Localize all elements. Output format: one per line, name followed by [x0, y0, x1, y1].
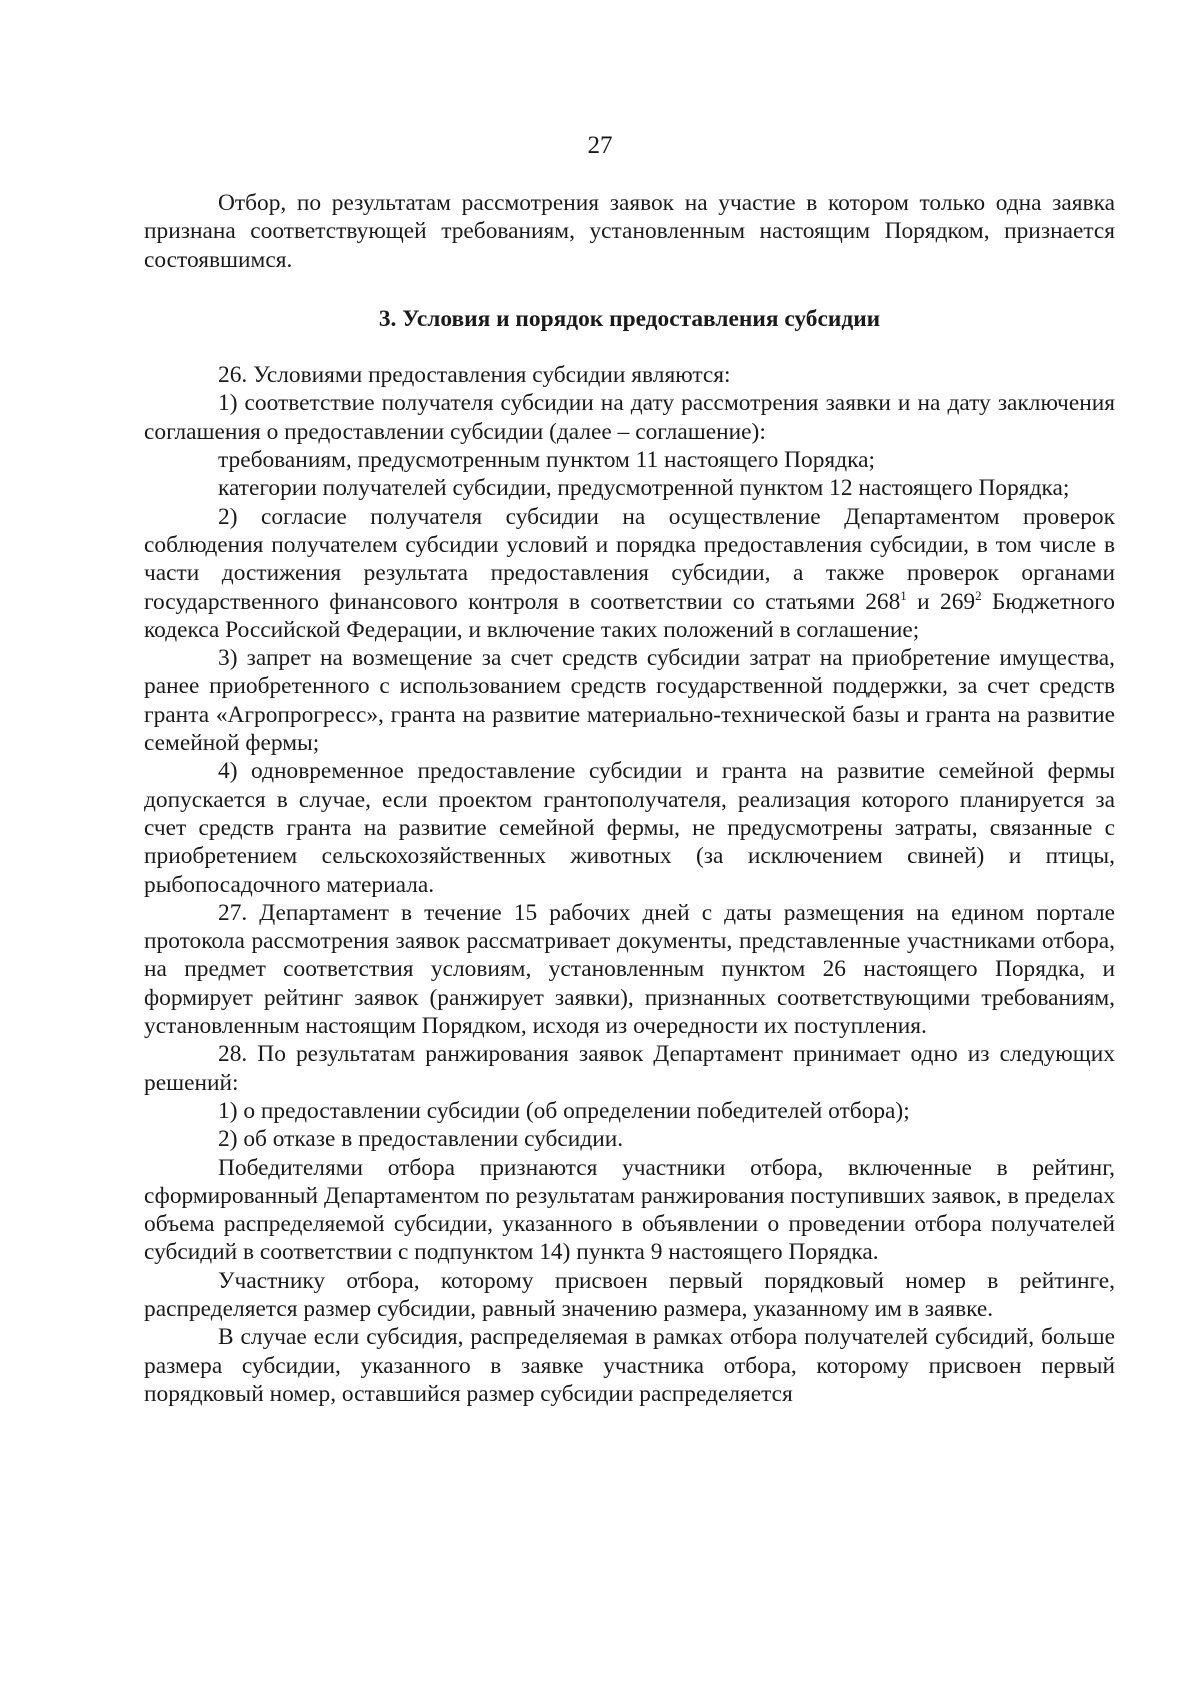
- paragraph: Победителями отбора признаются участники отбора, включенные в рейтинг, сформированный Департаментом по результатам ранжирования поступивших заявок, в пределах объема распределяемой субсидии, указанного в объявлении о проведении отбора получателей субсидий в соответствии с подпунктом 14) пункта 9 настоящего Порядка.: [144, 1154, 1115, 1266]
- paragraph: требованиям, предусмотренным пунктом 11 настоящего Порядка;: [218, 447, 875, 474]
- paragraph: 1) о предоставлении субсидии (об определении победителей отбора);: [218, 1097, 910, 1124]
- paragraph-text: и 269: [906, 588, 976, 615]
- paragraph: [144, 503, 1115, 644]
- paragraph: категории получателей субсидии, предусмотренной пунктом 12 настоящего Порядка;: [218, 475, 1070, 502]
- paragraph: 4) одновременное предоставление субсидии и гранта на развитие семейной фермы допускается в случае, если проектом грантополучателя, реализация которого планируется за счет средств гранта на развитие семейной фермы, не предусмотрены затраты, связанные с приобретением сельскохозяйственных животных (за исключением свиней) и птицы, рыбопосадочного материала.: [144, 758, 1115, 898]
- paragraph: 27. Департамент в течение 15 рабочих дней с даты размещения на едином портале протокола рассмотрения заявок рассматривает документы, представленные участниками отбора, на предмет соответствия условиям, установленным пунктом 26 настоящего Порядка, и формирует рейтинг заявок (ранжирует заявки), признанных соответствующими требованиям, установленным настоящим Порядком, исходя из очередности их поступления.: [144, 899, 1115, 1040]
- paragraph: 3) запрет на возмещение за счет средств субсидии затрат на приобретение имущества, ранее приобретенного с использованием средств государственной поддержки, за счет средств гранта «Агропрогресс», гранта на развитие материально-технической базы и гранта на развитие семейной фермы;: [144, 645, 1115, 757]
- paragraph: 1) соответствие получателя субсидии на дату рассмотрения заявки и на дату заключения соглашения о предоставлении субсидии (далее – соглашение):: [144, 390, 1115, 445]
- superscript: 1: [900, 587, 907, 603]
- paragraph: Участнику отбора, которому присвоен первый порядковый номер в рейтинге, распределяется размер субсидии, равный значению размера, указанному им в заявке.: [144, 1267, 1115, 1322]
- page-number: 27: [587, 132, 613, 159]
- paragraph-text: Бюджетного кодекса Российской Федерации, и включение таких положений в соглашение;: [144, 588, 1115, 643]
- paragraph: 28. По результатам ранжирования заявок Департамент принимает одно из следующих решений:: [144, 1041, 1115, 1096]
- paragraph: В случае если субсидия, распределяемая в рамках отбора получателей субсидий, больше размера субсидии, указанного в заявке участника отбора, которому присвоен первый порядковый номер, оставшийся размер субсидии распределяется: [144, 1324, 1115, 1407]
- paragraph: 2) об отказе в предоставлении субсидии.: [218, 1126, 624, 1153]
- paragraph-text: 2) согласие получателя субсидии на осуществление Департаментом проверок соблюдения получателем субсидии условий и порядка предоставления субсидии, в том числе в части достижения результата предоставления субсидии, а также проверок органами государственного финансового контроля в соответствии со статьями 268: [144, 503, 1115, 615]
- paragraph: Отбор, по результатам рассмотрения заявок на участие в котором только одна заявка признана соответствующей требованиям, установленным настоящим Порядком, признается состоявшимся.: [144, 190, 1115, 273]
- paragraph: 26. Условиями предоставления субсидии являются:: [218, 362, 731, 389]
- section-heading: 3. Условия и порядок предоставления субсидии: [378, 305, 881, 332]
- superscript: 2: [975, 587, 982, 603]
- document-body: [144, 189, 1115, 1408]
